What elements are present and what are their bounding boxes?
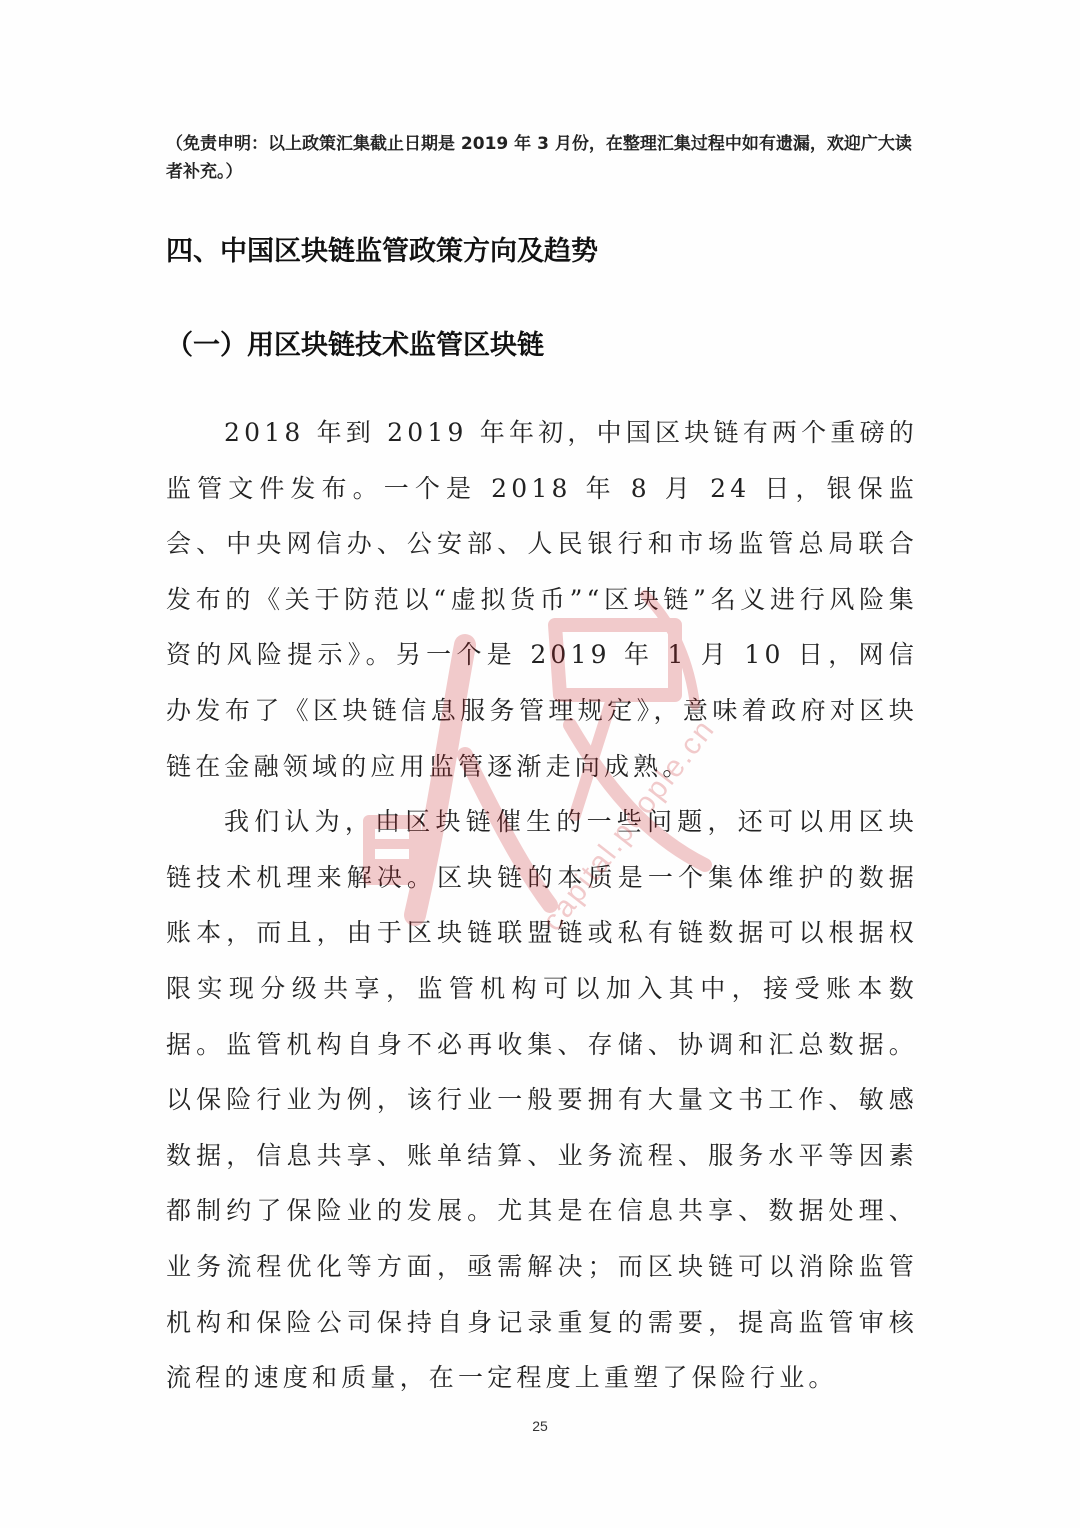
body-text xyxy=(166,405,918,1406)
disclaimer-note: （免责申明：以上政策汇集截止日期是 2019 年 3 月份，在整理汇集过程中如有遗漏，欢迎广大读者补充。） xyxy=(166,134,912,182)
paragraph: 2018 年到 2019 年年初，中国区块链有两个重磅的监管文件发布。一个是 2018 年 8 月 24 日，银保监会、中央网信办、公安部、人民银行和市场监管总局联合发布的《关于防范以“虚拟货币”“区块链”名义进行风险集资的风险提示》。另一个是 2019 年 1 月 10 日，网信办发布了《区块链信息服务管理规定》，意味着政府对区块链在金融领域的应用监管逐渐走向成熟。 xyxy=(166,418,918,781)
page-number: 25 xyxy=(532,1418,548,1434)
sub-heading: （一）用区块链技术监管区块链 xyxy=(166,330,544,361)
watermark-url: capital.people.cn xyxy=(535,712,722,938)
section-heading: 四、中国区块链监管政策方向及趋势 xyxy=(166,236,598,267)
paragraph: 我们认为，由区块链催生的一些问题，还可以用区块链技术机理来解决。区块链的本质是一个集体维护的数据账本，而且，由于区块链联盟链或私有链数据可以根据权限实现分级共享，监管机构可以加入其中，接受账本数据。监管机构自身不必再收集、存储、协调和汇总数据。以保险行业为例，该行业一般要拥有大量文书工作、敏感数据，信息共享、账单结算、业务流程、服务水平等因素都制约了保险业的发展。尤其是在信息共享、数据处理、业务流程优化等方面，亟需解决；而区块链可以消除监管机构和保险公司保持自身记录重复的需要，提高监管审核流程的速度和质量，在一定程度上重塑了保险行业。 xyxy=(166,807,918,1393)
